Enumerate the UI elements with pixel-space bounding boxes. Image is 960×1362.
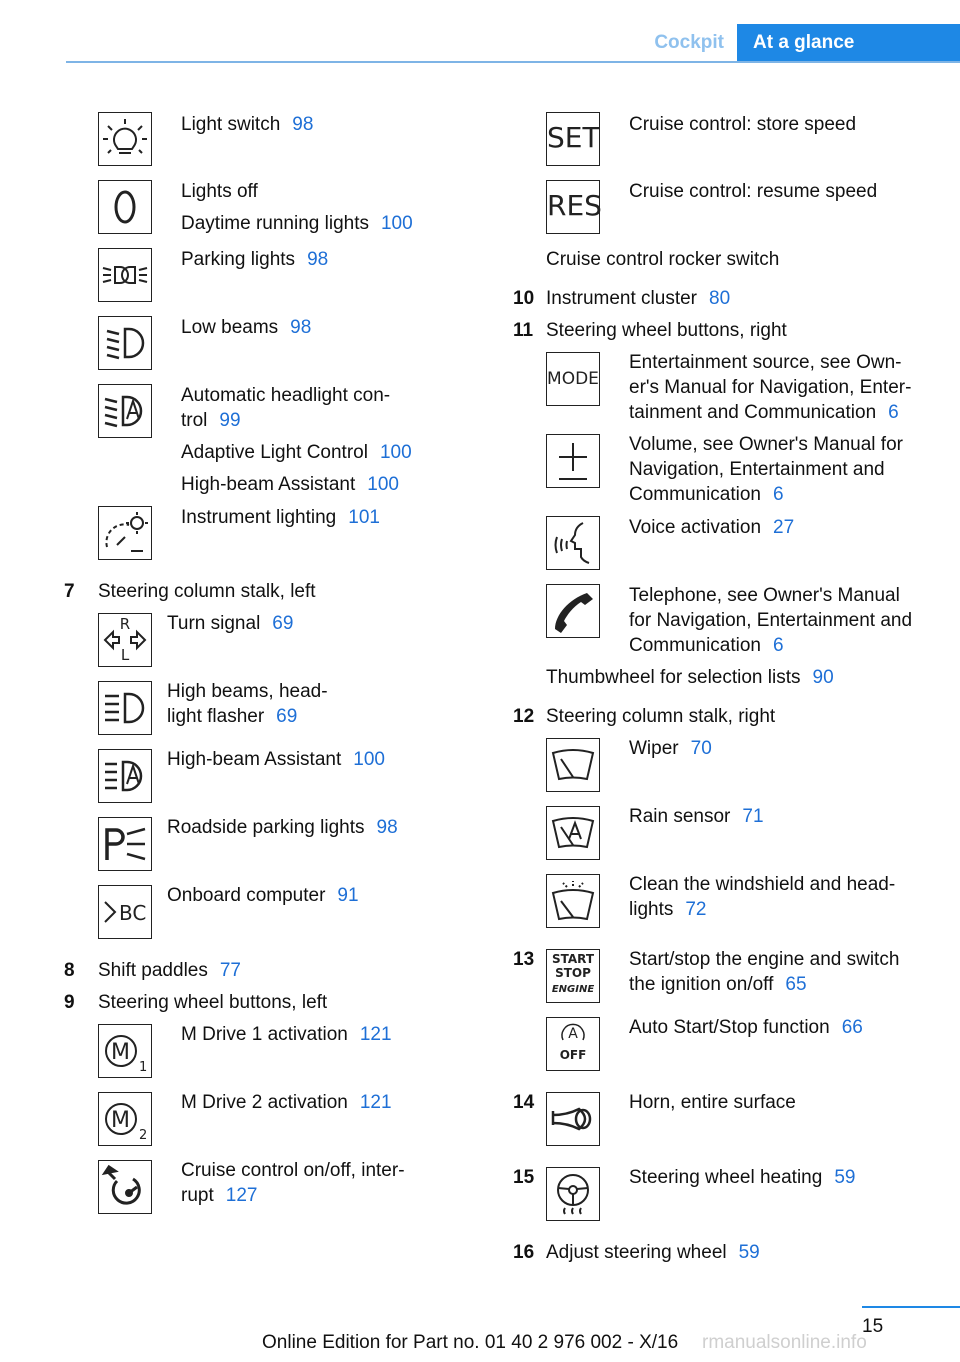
page-link[interactable]: 100	[380, 213, 413, 234]
lights-off-label: Lights off	[181, 181, 258, 202]
horn-label: Horn, entire surface	[629, 1092, 796, 1113]
volume-line1: Volume, see Owner's Manual for	[629, 434, 903, 455]
high-beams-line1: High beams, head-	[167, 681, 328, 702]
item-number: 11	[513, 320, 534, 341]
page-link[interactable]: 98	[292, 114, 314, 135]
low-beams-entry	[181, 315, 311, 340]
instrument-lighting-icon	[98, 506, 152, 560]
entry-label: Onboard computer	[167, 885, 326, 906]
icon-text: OFF	[559, 1048, 587, 1062]
item-number: 10	[513, 288, 535, 309]
svg-text:1: 1	[139, 1060, 148, 1075]
entry-label: Steering wheel heating	[629, 1167, 823, 1188]
entry-label: Adjust steering wheel	[546, 1242, 727, 1263]
svg-text:M: M	[111, 1108, 130, 1133]
page-link[interactable]: 98	[307, 249, 329, 270]
volume-icon	[546, 434, 600, 488]
rain-sensor-entry	[629, 804, 764, 829]
m-drive-2-entry	[181, 1090, 392, 1115]
auto-headlight-line1: Automatic headlight con-	[181, 385, 391, 406]
rain-sensor-icon	[546, 806, 600, 860]
cruise-store-label: Cruise control: store speed	[629, 114, 857, 135]
entertainment-line1: Entertainment source, see Own-	[629, 352, 902, 373]
washer-icon	[546, 874, 600, 928]
entry-label: M Drive 2 activation	[181, 1092, 348, 1113]
entry-label: Thumbwheel for selection lists	[546, 667, 801, 688]
section-title: Steering wheel buttons, left	[98, 992, 328, 1013]
entry-label: rupt	[181, 1185, 214, 1206]
icon-text: ENGINE	[551, 984, 595, 995]
icon-text: MODE	[547, 369, 599, 389]
parking-lights-entry	[181, 247, 328, 272]
wiper-entry	[629, 736, 712, 761]
cruise-set-icon	[546, 112, 600, 166]
watermark: rmanualsonline.info	[702, 1332, 867, 1353]
page-link[interactable]: 6	[888, 402, 899, 423]
steering-heating-entry	[629, 1165, 855, 1190]
icon-text: START	[551, 952, 595, 966]
chapter-tab: At a glance	[737, 24, 960, 62]
page-link[interactable]: 27	[773, 517, 795, 538]
entry-label: Instrument lighting	[181, 507, 337, 528]
entry-label: Rain sensor	[629, 806, 731, 827]
light-switch-icon	[98, 112, 152, 166]
wiper-icon	[546, 738, 600, 792]
item-number: 7	[64, 581, 75, 602]
entry-label: Wiper	[629, 738, 679, 759]
entry-label: trol	[181, 410, 208, 431]
item-number: 12	[513, 706, 535, 727]
volume-line2: Navigation, Entertainment and	[629, 459, 885, 480]
auto-headlight-entry	[181, 408, 241, 433]
page-link[interactable]: 100	[353, 749, 385, 770]
entry-label: tainment and Communication	[629, 402, 877, 423]
svg-text:2: 2	[139, 1128, 148, 1143]
entry-label: M Drive 1 activation	[181, 1024, 348, 1045]
icon-text: RES	[547, 189, 602, 222]
entry-label: High-beam Assistant	[181, 474, 356, 495]
high-beam-assistant-icon	[98, 749, 152, 803]
page-link[interactable]: 59	[738, 1242, 760, 1263]
entry-label: light flasher	[167, 706, 265, 727]
entry-label: Auto Start/Stop function	[629, 1017, 830, 1038]
svg-text:BC: BC	[119, 901, 147, 925]
roadside-parking-entry	[167, 815, 398, 840]
entry-label: lights	[629, 899, 674, 920]
low-beams-icon	[98, 316, 152, 370]
page-link[interactable]: 59	[834, 1167, 856, 1188]
rocker-switch-label: Cruise control rocker switch	[546, 249, 780, 270]
m-drive-1-icon	[98, 1024, 152, 1078]
telephone-line1: Telephone, see Owner's Manual	[629, 585, 900, 606]
entry-label: Roadside parking lights	[167, 817, 365, 838]
item-number: 9	[64, 992, 75, 1013]
page-link[interactable]: 99	[219, 410, 241, 431]
adjust-steering-entry	[546, 1240, 760, 1265]
entry-label: Voice activation	[629, 517, 762, 538]
entry-label: Turn signal	[167, 613, 261, 634]
page-link[interactable]: 100	[367, 474, 399, 495]
turn-signal-entry	[167, 611, 293, 636]
page-link[interactable]: 91	[337, 885, 359, 906]
page-link[interactable]: 127	[225, 1185, 258, 1206]
shift-paddles-entry	[98, 958, 241, 983]
entry-label: High-beam Assistant	[167, 749, 342, 770]
page-link[interactable]: 98	[376, 817, 398, 838]
instrument-cluster-entry	[546, 286, 730, 311]
entry-label: Light switch	[181, 114, 281, 135]
section-title: Steering wheel buttons, right	[546, 320, 787, 341]
automatic-headlight-icon	[98, 384, 152, 438]
page-link[interactable]: 6	[773, 484, 784, 505]
high-beams-icon	[98, 681, 152, 735]
page-link[interactable]: 121	[359, 1024, 392, 1045]
entry-label: Shift paddles	[98, 960, 208, 981]
horn-icon	[546, 1092, 600, 1146]
auto-start-stop-entry	[629, 1015, 863, 1040]
page-number: 15	[862, 1316, 884, 1337]
voice-activation-entry	[629, 515, 794, 540]
m-drive-2-icon	[98, 1092, 152, 1146]
section-label: Cockpit	[654, 32, 724, 53]
entertainment-line2: er's Manual for Navigation, Enter-	[629, 377, 912, 398]
turn-signal-icon: R L	[98, 613, 152, 667]
high-beams-entry	[167, 704, 297, 729]
page-link[interactable]: 69	[276, 706, 298, 727]
start-stop-entry	[629, 972, 807, 997]
m-drive-1-entry	[181, 1022, 392, 1047]
entry-label: Low beams	[181, 317, 279, 338]
telephone-line2: for Navigation, Entertainment and	[629, 610, 913, 631]
entry-label: Daytime running lights	[181, 213, 369, 234]
onboard-computer-entry	[167, 883, 359, 908]
item-number: 14	[513, 1092, 535, 1113]
start-stop-icon	[546, 949, 600, 1003]
clean-line1: Clean the windshield and head-	[629, 874, 896, 895]
cruise-control-line1: Cruise control on/off, inter-	[181, 1160, 405, 1181]
page-link[interactable]: 66	[841, 1017, 863, 1038]
edition-note: Online Edition for Part no. 01 40 2 976 002 - X/16	[262, 1332, 679, 1353]
icon-text: SET	[547, 121, 600, 154]
header-rule	[66, 61, 960, 63]
page-link[interactable]: 90	[812, 667, 834, 688]
icon-text: STOP	[555, 966, 591, 980]
item-number: 13	[513, 949, 535, 970]
svg-text:M: M	[111, 1040, 130, 1065]
telephone-icon	[546, 584, 600, 638]
entry-label: the ignition on/off	[629, 974, 774, 995]
page-link[interactable]: 100	[379, 442, 412, 463]
adaptive-light-entry	[181, 440, 412, 465]
page-link[interactable]: 71	[742, 806, 764, 827]
start-stop-line1: Start/stop the engine and switch	[629, 949, 900, 970]
volume-entry	[629, 482, 784, 507]
entry-label: Adaptive Light Control	[181, 442, 368, 463]
page-link[interactable]: 65	[785, 974, 807, 995]
entry-label: Instrument cluster	[546, 288, 697, 309]
cruise-resume-icon	[546, 180, 600, 234]
item-number: 8	[64, 960, 75, 981]
section-title: Steering column stalk, right	[546, 706, 776, 727]
page-link[interactable]: 121	[359, 1092, 392, 1113]
item-number: 16	[513, 1242, 535, 1263]
high-beam-assistant-entry	[167, 747, 385, 772]
steering-wheel-heating-icon	[546, 1167, 600, 1221]
page-link[interactable]: 69	[272, 613, 294, 634]
cruise-resume-label: Cruise control: resume speed	[629, 181, 878, 202]
page-link[interactable]: 80	[709, 288, 731, 309]
mode-button-icon	[546, 352, 600, 406]
entry-label: Communication	[629, 635, 761, 656]
light-switch-entry	[181, 112, 313, 137]
onboard-computer-icon	[98, 885, 152, 939]
lights-off-icon	[98, 180, 152, 234]
instrument-lighting-entry	[181, 505, 380, 530]
cruise-control-entry	[181, 1183, 257, 1208]
drl-entry	[181, 211, 413, 236]
telephone-entry	[629, 633, 784, 658]
thumbwheel-entry	[546, 665, 834, 690]
entry-label: Parking lights	[181, 249, 296, 270]
voice-activation-icon	[546, 516, 600, 570]
page-link[interactable]: 98	[290, 317, 312, 338]
icon-text: A	[568, 1026, 578, 1042]
page-link[interactable]: 101	[348, 507, 380, 528]
item-number: 15	[513, 1167, 535, 1188]
entertainment-entry	[629, 400, 899, 425]
auto-start-stop-icon	[546, 1017, 600, 1071]
footer-rule	[862, 1306, 960, 1308]
entry-label: Communication	[629, 484, 761, 505]
page-link[interactable]: 72	[685, 899, 707, 920]
roadside-parking-icon	[98, 817, 152, 871]
high-beam-assistant-entry	[181, 472, 399, 497]
page-link[interactable]: 70	[690, 738, 712, 759]
clean-entry	[629, 897, 707, 922]
cruise-control-icon	[98, 1160, 152, 1214]
page-link[interactable]: 6	[773, 635, 784, 656]
section-title: Steering column stalk, left	[98, 581, 316, 602]
parking-lights-icon	[98, 248, 152, 302]
page-link[interactable]: 77	[219, 960, 241, 981]
